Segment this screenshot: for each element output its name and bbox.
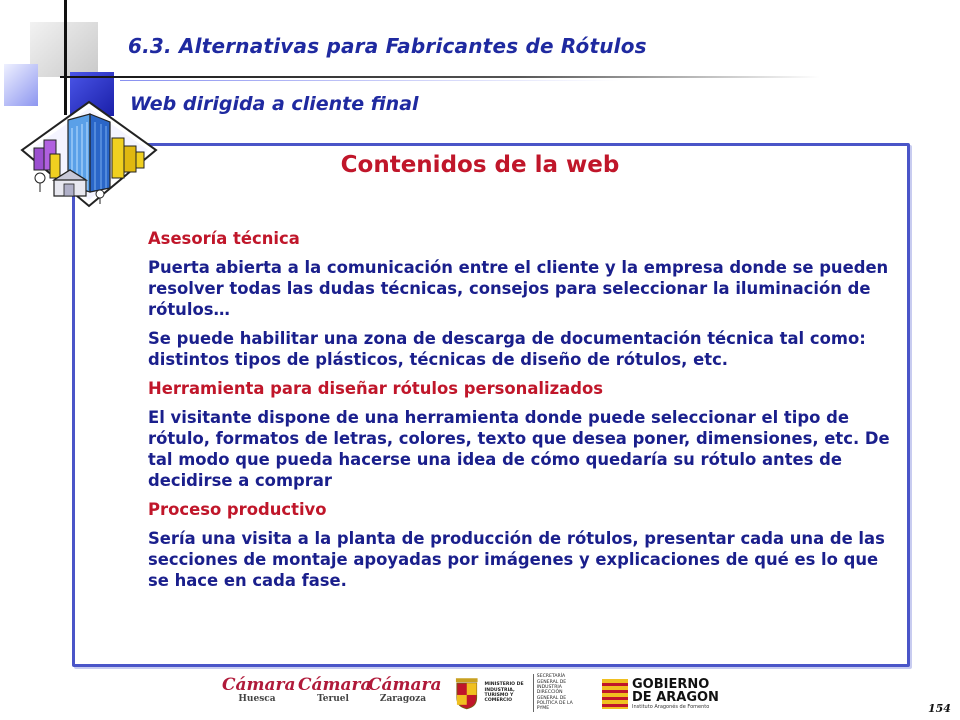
ministerio-industria-logo (452, 676, 584, 710)
header-decoration-horizontal-line-blue (120, 80, 620, 81)
ministry-name: MINISTERIO DE INDUSTRIA, TURISMO Y COMERCIO (484, 682, 524, 704)
gobierno-line-1: GOBIERNO (632, 677, 710, 692)
content-body (148, 228, 903, 599)
content-title: Contenidos de la web (340, 152, 620, 178)
camara-zaragoza-logo (368, 675, 442, 704)
logo-city: Teruel (317, 694, 349, 704)
section-paragraph: Puerta abierta a la comunicación entre el cliente y la empresa donde se pueden resolver todas las dudas técnicas, consejos para seleccionar la iluminación de rótulos… (148, 258, 889, 319)
aragon-flag-icon (602, 679, 628, 709)
coat-of-arms-icon (452, 676, 482, 710)
logo-word: Cámara (222, 675, 296, 695)
header-decoration-horizontal-line (60, 76, 820, 78)
ministry-department: SECRETARÍA GENERAL DE INDUSTRIA DIRECCIÓN GENERAL DE POLÍTICA DE LA PYME (533, 674, 584, 711)
section-heading-herramienta: Herramienta para diseñar rótulos personalizados (148, 379, 603, 398)
page-number: 154 (928, 702, 951, 715)
section-paragraph: Se puede habilitar una zona de descarga de documentación técnica tal como: distintos tipos de plásticos, técnicas de diseño de rótulos, etc. (148, 329, 866, 369)
camara-huesca-logo (222, 675, 296, 704)
section-paragraph: Sería una visita a la planta de producción de rótulos, presentar cada una de las secciones de montaje apoyadas por imágenes y explicaciones de qué es lo que se hace en cada fase. (148, 529, 885, 590)
section-heading-proceso: Proceso productivo (148, 500, 327, 519)
gobierno-aragon-logo (602, 676, 722, 712)
gobierno-line-2: DE ARAGON (632, 690, 719, 705)
header-decoration-vertical-line (64, 0, 67, 115)
logo-word: Cámara (298, 675, 372, 695)
page-subtitle: Web dirigida a cliente final (130, 93, 419, 115)
page-title: 6.3. Alternativas para Fabricantes de Rótulos (128, 34, 647, 58)
camara-teruel-logo (298, 675, 372, 704)
gobierno-line-3: Instituto Aragonés de Fomento (632, 704, 710, 710)
section-heading-asesoria: Asesoría técnica (148, 229, 300, 248)
logo-word: Cámara (368, 675, 442, 695)
logo-city: Huesca (238, 694, 276, 704)
section-paragraph: El visitante dispone de una herramienta donde puede seleccionar el tipo de rótulo, formatos de letras, colores, texto que desea poner, dimensiones, etc. De tal modo que pueda hacerse una idea de cómo quedaría su rótulo antes de decidirse a comprar (148, 408, 890, 490)
logo-city: Zaragoza (379, 694, 427, 704)
